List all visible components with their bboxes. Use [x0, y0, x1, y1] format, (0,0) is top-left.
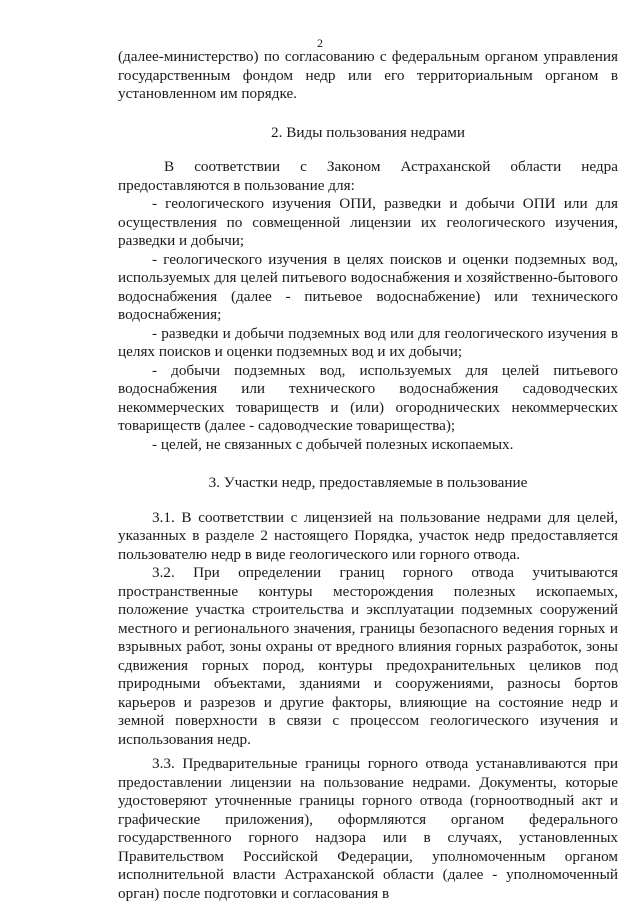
paragraph-3-1: 3.1. В соответствии с лицензией на пользование недрами для целей, указанных в разделе 2 настоящего Порядка, участок недр предоставляется пользователю недр в виде геологического или горного отвода.: [118, 508, 618, 563]
paragraph-3-3: 3.3. Предварительные границы горного отвода устанавливаются при предоставлении лицензии на пользование недрами. Документы, которые удостоверяют уточненные границы горного отвода (горноотводный акт и графические приложения), оформляются органом федерального государственного горного надзора или в случаях, установленных Правительством Российской Федерации, уполномоченным органом исполнительной власти Астраханской области (далее - уполномоченный орган) после подготовки и согласования в: [118, 755, 618, 902]
page-number: 2: [317, 36, 323, 50]
section-2-heading: 2. Виды пользования недрами: [271, 123, 465, 141]
section-2-lead: В соответствии с Законом Астраханской области недра предоставляются в пользование для:: [118, 158, 618, 194]
list-item: - целей, не связанных с добычей полезных ископаемых.: [152, 435, 514, 453]
section-3-heading: 3. Участки недр, предоставляемые в пользование: [208, 474, 528, 491]
paragraph-3-2: 3.2. При определении границ горного отвода учитываются пространственные контуры месторождения полезных ископаемых, положение участка строительства и эксплуатации подземных сооружений местного и регионального значения, границы безопасного ведения горных и взрывных работ, зоны охраны от вредного влияния горных разработок, зоны сдвижения горных пород, контуры предохранительных целиков под природными объектами, зданиями и сооружениями, разносы бортов карьеров и разрезов и другие факторы, влияющие на состояние недр и земной поверхности в связи с процессом геологического изучения и использования недр.: [118, 564, 618, 748]
intro-paragraph: (далее-министерство) по согласованию с федеральным органом управления государственным фондом недр или его территориальным органом в установленном им порядке.: [118, 48, 618, 102]
list-item: - геологического изучения в целях поисков и оценки подземных вод, используемых для целей питьевого водоснабжения и хозяйственно-бытового водоснабжения (далее - питьевое водоснабжение) или технического водоснабжения;: [118, 250, 618, 323]
document-body: [118, 48, 618, 903]
list-item: - добычи подземных вод, используемых для целей питьевого водоснабжения или технического водоснабжения садоводческих некоммерческих товариществ и (или) огороднических некоммерческих товариществ (далее - садоводческие товарищества);: [118, 361, 618, 434]
list-item: - разведки и добычи подземных вод или для геологического изучения в целях поисков и оценки подземных вод и их добычи;: [118, 324, 618, 360]
list-item: - геологического изучения ОПИ, разведки и добычи ОПИ или для осуществления по совмещенной лицензии их геологического изучения, разведки и добычи;: [118, 195, 618, 249]
